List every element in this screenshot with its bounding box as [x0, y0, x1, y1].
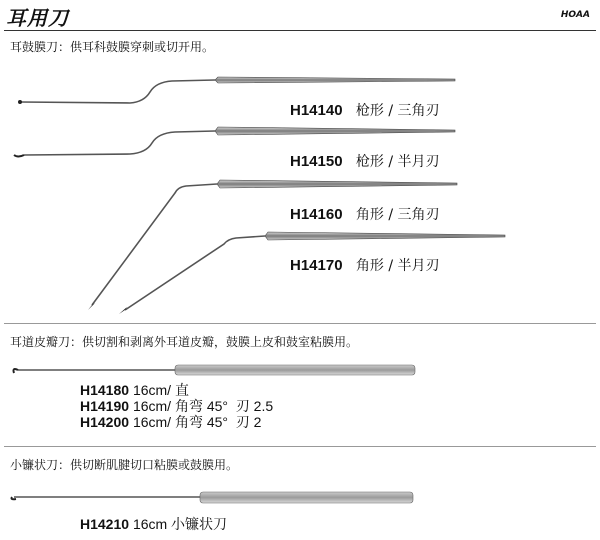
page-title: 耳用刀: [6, 6, 69, 30]
item-name: 枪形 / 半月刃: [355, 154, 440, 170]
item-name: 角形 / 三角刃: [355, 207, 440, 223]
item-code: H14160: [290, 206, 343, 223]
item-code: H14190: [80, 398, 130, 414]
item-code: H14140: [290, 102, 343, 119]
item-h14210: [80, 514, 227, 534]
section-divider: [4, 323, 596, 324]
item-spec: 16cm 小镰状刀: [132, 516, 228, 532]
section3-description: 小镰状刀：供切断肌腱切口粘膜或鼓膜用。: [10, 458, 239, 472]
brand-mark: HOAA: [560, 10, 590, 20]
item-name: 枪形 / 三角刃: [355, 103, 440, 119]
item-code: H14200: [80, 414, 130, 430]
item-spec: 16cm/ 角弯 45° 刃 2: [132, 414, 262, 430]
section2-description: 耳道皮瓣刀：供切割和剥离外耳道皮瓣，鼓膜上皮和鼓室粘膜用。: [10, 335, 359, 349]
instrument-h14160: [88, 180, 457, 310]
instrument-h14210: [12, 492, 414, 503]
section1-description: 耳鼓膜刀：供耳科鼓膜穿刺或切开用。: [10, 40, 215, 54]
item-h14150: [290, 151, 440, 171]
item-code: H14180: [80, 382, 130, 398]
item-spec: 16cm/ 角弯 45° 刃 2.5: [132, 398, 274, 414]
item-h14200: [80, 412, 261, 432]
item-spec: 16cm/ 直: [132, 382, 189, 398]
item-code: H14210: [80, 516, 130, 532]
item-code: H14150: [290, 153, 343, 170]
instrument-h14180: [14, 365, 416, 375]
section-divider: [4, 446, 596, 447]
item-code: H14170: [290, 257, 343, 274]
item-h14140: [290, 100, 440, 120]
item-h14160: [290, 204, 440, 224]
item-h14170: [290, 255, 440, 275]
item-name: 角形 / 半月刃: [355, 258, 440, 274]
